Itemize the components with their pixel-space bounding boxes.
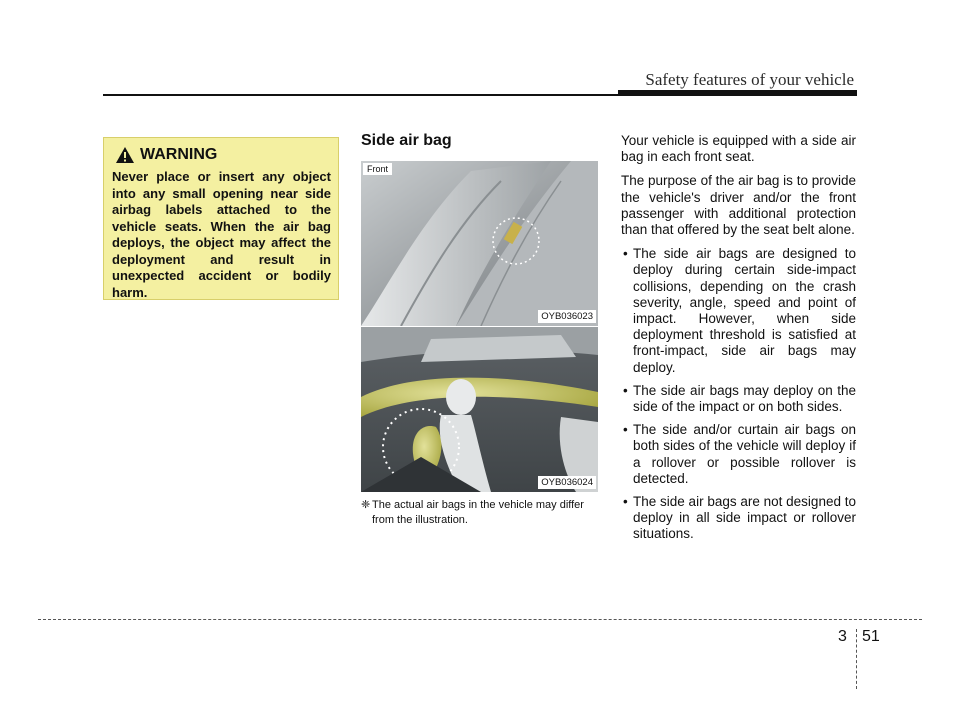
figure-code: OYB036024: [538, 476, 596, 489]
warning-box: [103, 137, 339, 300]
bullet-list: [621, 246, 856, 542]
note-line-1: [361, 498, 601, 513]
bullet-marker: •: [623, 382, 628, 398]
chapter-number: 3: [838, 628, 847, 645]
note-mark: ❈: [361, 499, 371, 511]
list-item: [621, 383, 856, 415]
seat-airbag-illustration: [361, 161, 598, 326]
header-rule-accent: [618, 90, 857, 96]
cabin-airbag-illustration: [361, 327, 598, 492]
cabin-airbag-image: [361, 327, 598, 492]
bullet-marker: •: [623, 422, 628, 438]
list-item: [621, 494, 856, 543]
body-text: [621, 133, 856, 550]
header-rule: [103, 94, 619, 96]
list-item-text: The side air bags are not designed to deploy in all side impact or rollover situations.: [633, 494, 856, 542]
list-item-text: The side and/or curtain air bags on both sides of the vehicle will deploy if a rollover or possible rollover is detected.: [633, 422, 856, 486]
page-header-title: Safety features of your vehicle: [645, 70, 854, 89]
illustration-note: [361, 498, 601, 527]
warning-title: WARNING: [140, 146, 218, 163]
front-label: Front: [363, 163, 392, 175]
seat-airbag-image: [361, 161, 598, 326]
list-item-text: The side air bags are designed to deploy during certain side-impact collisions, depending on the crash severity, angle, speed and point of impact. However, when side deployment threshold is satisfied at front-impact, side air bags may deploy.: [633, 246, 856, 375]
warning-header: [115, 146, 331, 164]
footer-divider: [856, 629, 857, 689]
note-text-2: from the illustration.: [372, 513, 468, 526]
note-text-1: The actual air bags in the vehicle may differ: [372, 499, 584, 511]
figure-code: OYB036023: [538, 310, 596, 323]
bullet-marker: •: [623, 246, 628, 262]
list-item: [621, 422, 856, 487]
paragraph: Your vehicle is equipped with a side air bag in each front seat.: [621, 133, 856, 165]
footer-rule: [38, 619, 922, 620]
list-item: [621, 246, 856, 376]
section-heading: Side air bag: [361, 132, 452, 149]
page-number: 51: [862, 628, 880, 645]
warning-text: Never place or insert any object into any small opening near side airbag labels attached to the vehicle seats. When the air bag deploys, the object may affect the deployment and result in unexpected accident or bodily harm.: [112, 169, 331, 300]
paragraph: The purpose of the air bag is to provide the vehicle's driver and/or the front passenger with additional protection than that offered by the seat belt alone.: [621, 173, 856, 238]
warning-triangle-icon: [115, 146, 135, 164]
list-item-text: The side air bags may deploy on the side of the impact or on both sides.: [633, 382, 856, 415]
bullet-marker: •: [623, 494, 628, 510]
